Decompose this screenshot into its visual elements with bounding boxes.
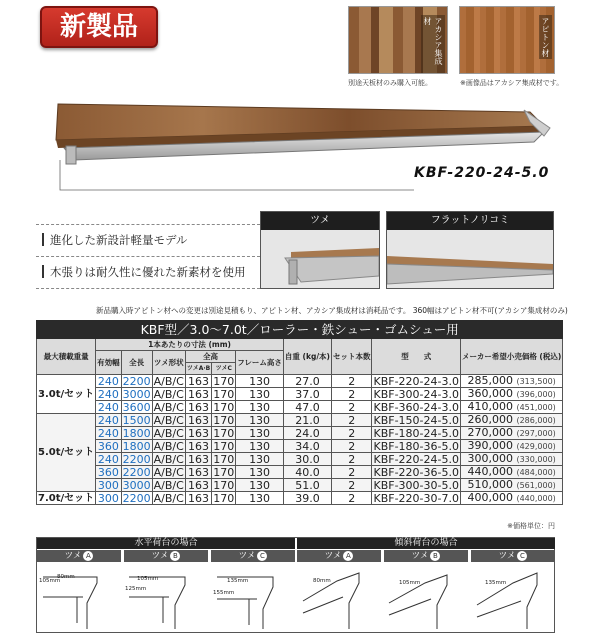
price-tax-value: (484,000) <box>516 468 556 477</box>
table-cell: 2 <box>331 427 372 440</box>
table-cell: 1800 <box>122 439 151 453</box>
table-cell: 240 <box>96 453 122 466</box>
price-tax-value: (297,000) <box>516 429 556 438</box>
apiton-wood-swatch <box>459 6 555 74</box>
table-row <box>37 388 563 401</box>
table-cell: 130 <box>236 453 284 466</box>
table-cell: 240 <box>96 401 122 414</box>
table-cell: 2 <box>331 453 372 466</box>
detail-title: フラットノリコミ <box>387 212 553 230</box>
table-cell: A/B/C <box>153 439 184 453</box>
table-cell: 3000 <box>122 478 151 492</box>
claw-diagram-panel <box>36 537 555 633</box>
spec-table <box>36 320 563 505</box>
table-cell: 3600 <box>122 400 151 414</box>
dimension-label: 155mm <box>213 590 235 596</box>
price-tax-value: (286,000) <box>516 416 556 425</box>
table-cell: 163 <box>185 388 211 401</box>
col-height-c: ツメC <box>212 363 236 375</box>
price-value: 300,000 <box>467 452 513 465</box>
table-cell: 170 <box>213 478 235 492</box>
price-cell <box>460 414 562 427</box>
table-row <box>37 466 563 479</box>
table-cell: 163 <box>185 492 211 505</box>
price-value: 410,000 <box>467 400 513 413</box>
table-cell: KBF-220-24-3.0 <box>373 374 459 388</box>
col-height: 全高 <box>185 351 235 363</box>
dimension-label: 105mm <box>39 578 61 584</box>
table-cell: 300 <box>96 479 122 492</box>
table-row <box>37 427 563 440</box>
dimension-label: 135mm <box>227 578 249 584</box>
col-width: 有効幅 <box>96 351 122 375</box>
table-cell: 170 <box>213 400 235 414</box>
table-cell: 130 <box>236 375 284 388</box>
claw-type-tab <box>297 550 381 562</box>
claw-detail-image <box>261 230 379 288</box>
table-cell: 2200 <box>122 374 151 388</box>
claw-type-label: ツメ <box>324 551 342 561</box>
table-cell: 37.0 <box>283 388 331 401</box>
table-cell: 360 <box>96 440 122 453</box>
table-cell: KBF-300-30-5.0 <box>373 478 459 492</box>
table-cell: 2 <box>331 401 372 414</box>
table-cell: 170 <box>213 374 235 388</box>
load-cell: 3.0t/セット <box>37 375 96 414</box>
price-tax-value: (440,000) <box>516 494 556 503</box>
table-cell: 130 <box>236 492 284 505</box>
inclined-bed-title: 傾斜荷台の場合 <box>297 538 555 549</box>
price-tax-value: (330,000) <box>516 455 556 464</box>
dimension-label: 105mm <box>137 576 159 582</box>
load-cell: 5.0t/セット <box>37 414 96 492</box>
table-cell: 240 <box>96 375 122 388</box>
table-cell: 34.0 <box>283 440 331 453</box>
swatch-note: 別途天板材のみ購入可能。 <box>348 79 432 87</box>
table-cell: A/B/C <box>153 478 184 492</box>
table-cell: KBF-150-24-5.0 <box>373 413 459 427</box>
col-length: 全長 <box>121 351 152 375</box>
divider <box>36 256 260 257</box>
table-cell: 163 <box>185 414 211 427</box>
price-cell <box>460 375 562 388</box>
claw-letter: B <box>430 551 440 561</box>
detail-title: ツメ <box>261 212 379 230</box>
table-title: KBF型／3.0〜7.0t／ローラー・鉄シュー・ゴムシュー用 <box>37 321 563 339</box>
price-cell <box>460 388 562 401</box>
dimension-label: 80mm <box>313 578 331 584</box>
price-cell <box>460 492 562 505</box>
table-cell: 130 <box>236 479 284 492</box>
table-cell: 2 <box>331 440 372 453</box>
table-cell: 163 <box>185 466 211 479</box>
col-price: メーカー希望小売価格 (税込) <box>460 339 562 375</box>
feature-item: 木張りは耐久性に優れた新素材を使用 <box>42 264 246 280</box>
price-value: 270,000 <box>467 426 513 439</box>
table-cell: 163 <box>185 453 211 466</box>
table-cell: 2 <box>331 414 372 427</box>
claw-type-label: ツメ <box>498 551 516 561</box>
table-cell: 2 <box>331 375 372 388</box>
table-cell: 1800 <box>122 426 151 440</box>
col-model: 型 式 <box>372 339 460 375</box>
table-cell: KBF-220-24-5.0 <box>373 452 459 466</box>
acacia-wood-swatch <box>348 6 448 74</box>
table-cell: 130 <box>236 401 284 414</box>
feature-item: 進化した新設計軽量モデル <box>42 232 187 248</box>
table-cell: KBF-300-24-3.0 <box>373 387 459 401</box>
table-cell: 240 <box>96 388 122 401</box>
table-cell: A/B/C <box>153 387 184 401</box>
table-row <box>37 375 563 388</box>
table-cell: 170 <box>213 413 235 427</box>
table-cell: 1500 <box>122 413 151 427</box>
swatch-label: アカシア集成材 <box>421 15 445 73</box>
claw-letter: A <box>343 551 353 561</box>
price-tax-value: (313,500) <box>516 377 556 386</box>
table-cell: 40.0 <box>283 466 331 479</box>
table-cell: 170 <box>213 426 235 440</box>
col-height-ab: ツメA·B <box>185 363 211 375</box>
table-row <box>37 453 563 466</box>
dimension-label: 80mm <box>57 574 75 580</box>
table-cell: A/B/C <box>153 465 184 479</box>
table-cell: 163 <box>185 479 211 492</box>
table-row <box>37 414 563 427</box>
new-product-badge: 新製品 <box>40 6 158 48</box>
claw-letter: A <box>83 551 93 561</box>
col-frame: フレーム高さ <box>236 351 284 375</box>
price-cell <box>460 466 562 479</box>
claw-type-tab <box>471 550 555 562</box>
price-value: 390,000 <box>467 439 513 452</box>
table-cell: 2200 <box>122 465 151 479</box>
dimension-label: 105mm <box>399 580 421 586</box>
claw-detail-panel <box>260 211 380 289</box>
flat-detail-panel <box>386 211 554 289</box>
table-cell: 163 <box>185 427 211 440</box>
col-dim: 1本あたりの寸法 (mm) <box>96 339 284 351</box>
model-number: KBF-220-24-5.0 <box>414 165 550 181</box>
table-cell: 2 <box>331 479 372 492</box>
tax-note: ※価格単位：円 <box>507 522 555 530</box>
claw-type-label: ツメ <box>411 551 429 561</box>
table-cell: 170 <box>213 439 235 453</box>
price-value: 260,000 <box>467 413 513 426</box>
table-cell: A/B/C <box>153 400 184 414</box>
price-tax-value: (429,000) <box>516 442 556 451</box>
claw-diagrams <box>37 563 556 633</box>
table-cell: 240 <box>96 414 122 427</box>
price-value: 510,000 <box>467 478 513 491</box>
table-cell: 130 <box>236 466 284 479</box>
claw-type-tab <box>384 550 468 562</box>
table-cell: 170 <box>213 491 235 505</box>
table-cell: A/B/C <box>153 413 184 427</box>
price-value: 400,000 <box>467 491 513 504</box>
price-value: 440,000 <box>467 465 513 478</box>
table-cell: 163 <box>185 401 211 414</box>
claw-letter: B <box>170 551 180 561</box>
col-weight: 自重 (kg/本) <box>283 339 331 375</box>
price-cell <box>460 479 562 492</box>
table-cell: 2 <box>331 492 372 505</box>
price-tax-value: (561,000) <box>516 481 556 490</box>
flat-detail-image <box>387 230 553 288</box>
table-cell: KBF-220-30-7.0 <box>373 491 459 505</box>
swatch-label: アピトン材 <box>541 17 550 57</box>
swatch-note: ※画像品はアカシア集成材です。 <box>460 79 564 87</box>
divider <box>36 288 260 289</box>
leader-line <box>58 160 418 200</box>
table-cell: 47.0 <box>283 401 331 414</box>
load-cell: 7.0t/セット <box>38 492 95 504</box>
col-set: セット本数 <box>331 339 372 375</box>
price-value: 360,000 <box>467 387 513 400</box>
table-cell: A/B/C <box>153 426 184 440</box>
table-cell: 300 <box>96 492 122 505</box>
price-cell <box>460 440 562 453</box>
table-cell: 51.0 <box>283 479 331 492</box>
table-cell: A/B/C <box>153 452 184 466</box>
table-cell: KBF-220-36-5.0 <box>373 465 459 479</box>
claw-type-tab <box>37 550 121 562</box>
price-cell <box>460 453 562 466</box>
table-cell: 21.0 <box>283 414 331 427</box>
table-cell: 163 <box>185 375 211 388</box>
price-value: 285,000 <box>467 374 513 387</box>
price-cell <box>460 401 562 414</box>
table-cell: 2 <box>331 388 372 401</box>
claw-type-label: ツメ <box>64 551 82 561</box>
price-tax-value: (451,000) <box>516 403 556 412</box>
table-cell: KBF-360-24-3.0 <box>373 400 459 414</box>
claw-type-tab <box>211 550 295 562</box>
horizontal-bed-title: 水平荷台の場合 <box>37 538 295 549</box>
divider <box>36 224 260 225</box>
table-cell: 130 <box>236 440 284 453</box>
table-cell: 130 <box>236 414 284 427</box>
claw-type-tab <box>124 550 208 562</box>
table-cell: 170 <box>213 452 235 466</box>
table-cell: KBF-180-24-5.0 <box>373 426 459 440</box>
table-cell: 170 <box>213 465 235 479</box>
table-row <box>37 492 563 505</box>
ramp-board-image <box>44 98 552 168</box>
claw-letter: C <box>257 551 267 561</box>
claw-letter: C <box>517 551 527 561</box>
table-cell: 170 <box>213 387 235 401</box>
price-tax-value: (396,000) <box>516 390 556 399</box>
dimension-label: 135mm <box>485 580 507 586</box>
claw-type-label: ツメ <box>151 551 169 561</box>
table-cell: 3000 <box>122 387 151 401</box>
table-cell: A/B/C <box>153 491 184 505</box>
table-row <box>37 440 563 453</box>
table-cell: 240 <box>96 427 122 440</box>
col-load: 最大積載重量 <box>37 339 96 375</box>
table-cell: 27.0 <box>283 375 331 388</box>
price-cell <box>460 427 562 440</box>
col-claw: ツメ形状 <box>152 351 185 375</box>
spec-table-body <box>37 375 563 505</box>
table-cell: A/B/C <box>153 374 184 388</box>
table-cell: 2200 <box>122 452 151 466</box>
table-cell: 130 <box>236 427 284 440</box>
dimension-label: 125mm <box>125 586 147 592</box>
table-cell: 360 <box>96 466 122 479</box>
table-cell: KBF-180-36-5.0 <box>373 439 459 453</box>
table-cell: 130 <box>236 388 284 401</box>
table-cell: 24.0 <box>283 427 331 440</box>
claw-type-label: ツメ <box>238 551 256 561</box>
table-cell: 2 <box>331 466 372 479</box>
table-cell: 163 <box>185 440 211 453</box>
table-cell: 30.0 <box>283 453 331 466</box>
material-note: 新品購入時アピトン材への変更は別途見積もり、アピトン材、アカシア集成材は消耗品です。 360幅はアピトン材不可(アカシア集成材のみ) <box>96 306 568 315</box>
table-cell: 2200 <box>122 491 151 505</box>
table-row <box>37 401 563 414</box>
table-cell: 39.0 <box>283 492 331 505</box>
table-row <box>37 479 563 492</box>
